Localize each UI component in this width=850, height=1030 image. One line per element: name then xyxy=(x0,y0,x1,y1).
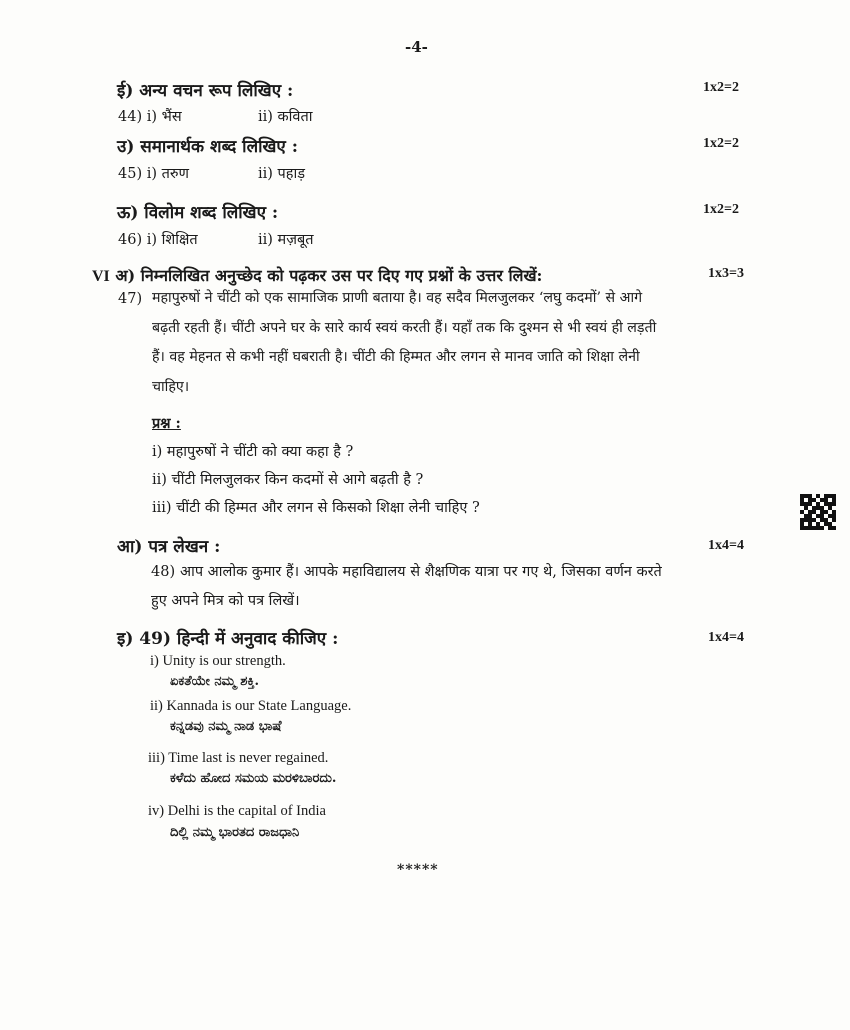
section-e-heading: ई) अन्य वचन रूप लिखिए : xyxy=(117,81,294,101)
section-vi-title: अ) निम्नलिखित अनुच्छेद को पढ़कर उस पर दिए गए प्रश्नों के उत्तर लिखें: xyxy=(115,266,543,285)
translation-kannada: ಕನ್ನಡವು ನಮ್ಮ ನಾಡ ಭಾಷೆ xyxy=(170,719,282,734)
section-vi-heading xyxy=(92,264,542,286)
question-45 xyxy=(118,163,305,183)
section-aa-heading: आ) पत्र लेखन : xyxy=(117,537,221,557)
section-vi-marks: 1x3=3 xyxy=(708,266,744,281)
question-number: 46) xyxy=(118,232,143,248)
translation-kannada: ಏಕತೆಯೇ ನಮ್ಮ ಶಕ್ತಿ. xyxy=(170,674,260,689)
question-number: 45) xyxy=(118,166,143,182)
question-number-48: 48) xyxy=(151,564,176,580)
section-i-marks: 1x4=4 xyxy=(708,630,744,645)
item-option: i) तरुण xyxy=(146,166,190,182)
question-item: i) महापुरुषों ने चींटी को क्या कहा है ? xyxy=(152,444,354,460)
item-option: i) भैंस xyxy=(146,109,182,125)
passage-line: बढ़ती रहती हैं। चींटी अपने घर के सारे कार्य स्वयं करती हैं। यहाँ तक कि दुश्मन से भी स्वयं ही लड़ती xyxy=(152,319,657,336)
translation-english: iv) Delhi is the capital of India xyxy=(148,803,326,819)
section-e-marks: 1x2=2 xyxy=(703,80,739,95)
item-option: ii) मज़बूत xyxy=(258,232,314,248)
question-item: ii) चींटी मिलजुलकर किन कदमों से आगे बढ़ती है ? xyxy=(152,472,424,488)
item-option: ii) कविता xyxy=(258,109,313,125)
question-46 xyxy=(118,229,314,249)
qr-code xyxy=(800,494,836,530)
translation-kannada: ಕಳೆದು ಹೋದ ಸಮಯ ಮರಳಿಬಾರದು. xyxy=(170,771,337,786)
letter-task-line: हुए अपने मित्र को पत्र लिखें। xyxy=(151,593,300,609)
translation-english: ii) Kannada is our State Language. xyxy=(150,698,352,714)
section-i-heading: इ) 49) हिन्दी में अनुवाद कीजिए : xyxy=(117,629,339,649)
section-roman-numeral: VI xyxy=(92,268,110,285)
section-u-marks: 1x2=2 xyxy=(703,136,739,151)
questions-label: प्रश्न : xyxy=(152,415,181,432)
question-number: 44) xyxy=(118,109,143,125)
translation-english: i) Unity is our strength. xyxy=(150,653,286,669)
item-option: ii) पहाड़ xyxy=(258,166,305,182)
section-aa-marks: 1x4=4 xyxy=(708,538,744,553)
section-u-heading: उ) समानार्थक शब्द लिखिए : xyxy=(117,137,299,157)
section-uu-heading: ऊ) विलोम शब्द लिखिए : xyxy=(117,203,279,223)
page-number: -4- xyxy=(405,38,428,56)
item-option: i) शिक्षित xyxy=(146,232,198,248)
question-44 xyxy=(118,106,313,126)
passage-line: हैं। वह मेहनत से कभी नहीं घबराती है। चींटी की हिम्मत और लगन से मानव जाति को शिक्षा लेनी xyxy=(152,349,640,365)
passage-line: चाहिए। xyxy=(152,378,190,395)
question-item: iii) चींटी की हिम्मत और लगन से किसको शिक्षा लेनी चाहिए ? xyxy=(152,500,480,516)
question-number-47: 47) xyxy=(118,291,143,307)
translation-english: iii) Time last is never regained. xyxy=(148,750,329,766)
letter-task-line: आप आलोक कुमार हैं। आपके महाविद्यालय से शैक्षणिक यात्रा पर गए थे, जिसका वर्णन करते xyxy=(180,564,662,580)
passage-line: महापुरुषों ने चींटी को एक सामाजिक प्राणी बताया है। वह सदैव मिलजुलकर ‘लघु कदमों’ से आगे xyxy=(152,290,643,306)
translation-kannada: ದಿಲ್ಲಿ ನಮ್ಮ ಭಾರತದ ರಾಜಧಾನಿ xyxy=(170,825,300,840)
section-uu-marks: 1x2=2 xyxy=(703,202,739,217)
passage xyxy=(152,284,762,402)
end-marker: ***** xyxy=(397,862,439,878)
